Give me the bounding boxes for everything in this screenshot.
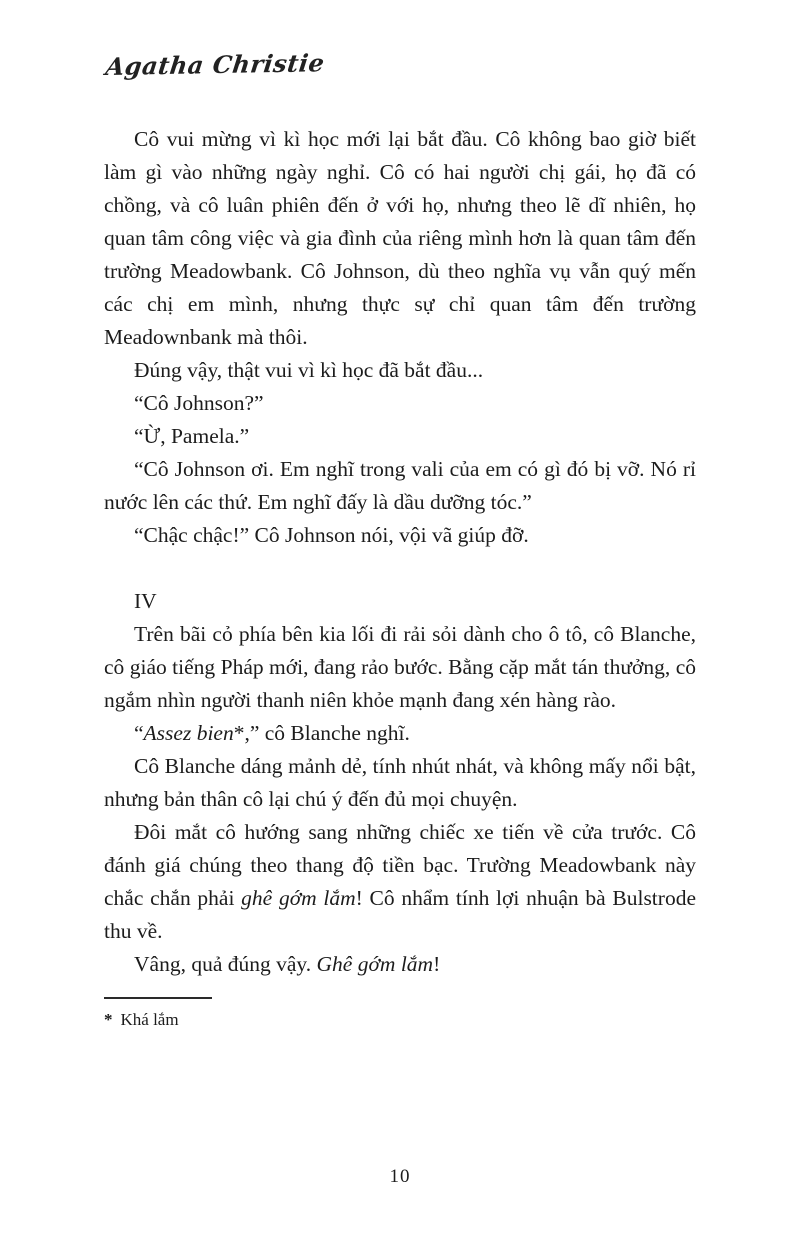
section-heading: IV xyxy=(134,589,157,613)
publisher-signature xyxy=(104,48,696,81)
paragraph: “Cô Johnson ơi. Em nghĩ trong vali của em có gì đó bị vỡ. Nó rỉ nước lên các thứ. Em nghĩ đấy là dầu dưỡng tóc.” xyxy=(104,457,696,514)
paragraph: Cô Blanche dáng mảnh dẻ, tính nhút nhát, và không mấy nổi bật, nhưng bản thân cô lại chú ý đến đủ mọi chuyện. xyxy=(104,754,696,811)
paragraph: “Ừ, Pamela.” xyxy=(134,424,250,448)
paragraph: “Cô Johnson?” xyxy=(134,391,264,415)
paragraph: Trên bãi cỏ phía bên kia lối đi rải sỏi dành cho ô tô, cô Blanche, cô giáo tiếng Pháp mới, đang rảo bước. Bằng cặp mắt tán thưởng, cô ngắm nhìn người thanh niên khỏe mạnh đang xén hàng rào. xyxy=(104,622,696,712)
footnote-separator xyxy=(104,997,212,999)
paragraph: Đôi mắt cô hướng sang những chiếc xe tiến về cửa trước. Cô đánh giá chúng theo thang độ tiền bạc. Trường Meadowbank này chắc chắn phải ghê gớm lắm! Cô nhẩm tính lợi nhuận bà Bulstrode thu về. xyxy=(104,820,696,943)
paragraph: Vâng, quả đúng vậy. Ghê gớm lắm! xyxy=(134,952,441,976)
footnote-text: Khá lắm xyxy=(120,1010,179,1029)
paragraph: Cô vui mừng vì kì học mới lại bắt đầu. Cô không bao giờ biết làm gì vào những ngày nghỉ. Cô có hai người chị gái, họ đã có chồng, và cô luân phiên đến ở với họ, nhưng theo lẽ dĩ nhiên, họ quan tâm công việc và gia đình của riêng mình hơn là quan tâm đến trường Meadowbank. Cô Johnson, dù theo nghĩa vụ vẫn quý mến các chị em mình, nhưng thực sự chỉ quan tâm đến trường Meadownbank mà thôi. xyxy=(104,127,696,349)
footnote-area xyxy=(104,997,696,1031)
footnote xyxy=(104,1009,696,1031)
footnote-marker: * xyxy=(104,1010,113,1029)
paragraph: Đúng vậy, thật vui vì kì học đã bắt đầu... xyxy=(134,358,484,382)
page-number: 10 xyxy=(389,1166,411,1187)
agatha-christie-signature: Agatha Christie xyxy=(104,48,327,81)
paragraph: “Chậc chậc!” Cô Johnson nói, vội vã giúp đỡ. xyxy=(134,523,529,547)
paragraph: “Assez bien*,” cô Blanche nghĩ. xyxy=(134,721,410,745)
body-text xyxy=(104,123,696,981)
